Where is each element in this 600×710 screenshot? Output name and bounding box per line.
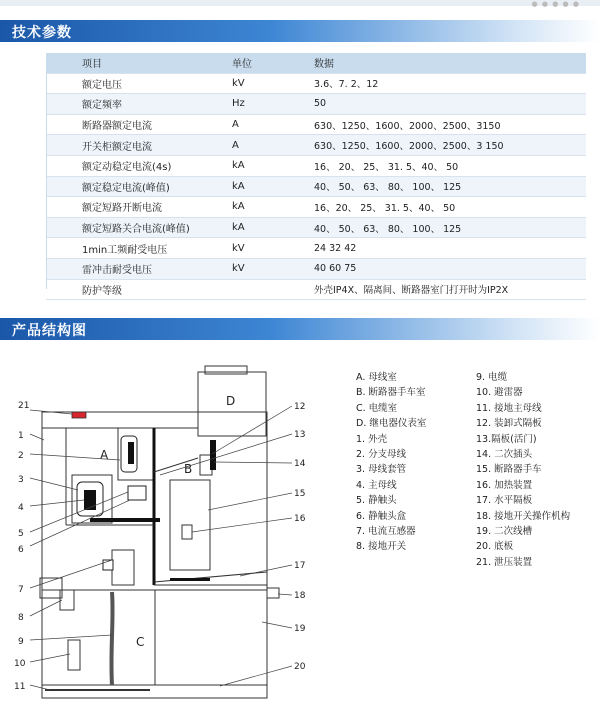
relay-room-top (205, 366, 247, 374)
cell-data: 630、1250、1600、2000、2500、3 150 (304, 135, 586, 156)
legend-item: 9. 电缆 (476, 372, 508, 383)
legend-item: 19. 二次线槽 (476, 526, 533, 538)
callout-5: 5 (18, 529, 24, 539)
table-row (46, 279, 586, 300)
cable (111, 592, 112, 685)
table-row (46, 197, 586, 218)
cell-data: 40、 50、 63、 80、 100、 125 (304, 217, 586, 238)
cell-unit: A (222, 135, 304, 156)
cell-item: 额定动稳定电流(4s) (46, 155, 222, 176)
table-row (46, 114, 586, 135)
legend-item: 11. 接地主母线 (476, 402, 542, 414)
compartment-c: C (136, 635, 145, 649)
cell-unit: kA (222, 176, 304, 197)
callout-13: 13 (294, 430, 306, 440)
cell-data: 外壳IP4X、隔离间、断路器室门打开时为IP2X (304, 279, 586, 300)
callout-4: 4 (18, 503, 24, 513)
legend-item: 14. 二次插头 (476, 449, 533, 461)
callout-17: 17 (294, 561, 306, 571)
table-row (46, 176, 586, 197)
current-transformer (112, 550, 134, 585)
spec-section-header (0, 20, 600, 42)
legend-item: 17. 水平隔板 (476, 495, 533, 507)
legend-item: 5. 静触头 (356, 495, 397, 507)
guide-rail (170, 578, 210, 581)
cell-unit: kA (222, 217, 304, 238)
cell-data: 630、1250、1600、2000、2500、3150 (304, 114, 586, 135)
legend-item: 2. 分支母线 (356, 449, 407, 461)
surge-arrester (68, 640, 80, 670)
cell-data: 16、 20、 25、 31. 5、40、 50 (304, 155, 586, 176)
cell-data: 16、20、 25、 31. 5、40、 50 (304, 197, 586, 218)
legend-item: D. 继电器仪表室 (356, 418, 427, 430)
compartment-d: D (226, 394, 236, 408)
legend-item: 12. 装卸式隔板 (476, 418, 542, 430)
pressure-relief (72, 412, 86, 418)
legend-item: 3. 母线套管 (356, 464, 407, 476)
branch-busbar-bar (128, 442, 134, 464)
cell-unit: kV (222, 258, 304, 279)
callout-6: 6 (18, 545, 24, 555)
table-row (46, 135, 586, 156)
callout-2: 2 (18, 451, 24, 461)
legend-left-column (356, 370, 426, 555)
cell-unit: kV (222, 238, 304, 259)
static-contact-box (128, 486, 146, 500)
cell-data: 3.6、7. 2、12 (304, 73, 586, 94)
legend-item: 20. 底板 (476, 541, 514, 553)
callout-9: 9 (18, 637, 24, 647)
legend-item: 15. 断路器手车 (476, 464, 542, 476)
legend-item: C. 电缆室 (356, 402, 398, 414)
cell-data: 50 (304, 94, 586, 115)
callout-8: 8 (18, 613, 24, 623)
cell-data: 24 32 42 (304, 238, 586, 259)
cell-unit: A (222, 114, 304, 135)
cell-item: 额定电压 (46, 73, 222, 94)
cell-item: 断路器额定电流 (46, 114, 222, 135)
callout-16: 16 (294, 514, 306, 524)
cell-unit: Hz (222, 94, 304, 115)
table-row (46, 258, 586, 279)
legend-item: 1. 外壳 (356, 433, 388, 445)
switchgear-diagram (0, 350, 320, 710)
cell-item: 雷冲击耐受电压 (46, 258, 222, 279)
cell-unit (222, 279, 304, 300)
structure-section-header (0, 318, 600, 340)
earthing-operating-box (267, 588, 279, 598)
legend-item: 6. 静触头盒 (356, 510, 407, 522)
cell-data: 40 60 75 (304, 258, 586, 279)
legend-item: 21. 泄压装置 (476, 556, 533, 568)
cell-data: 40、 50、 63、 80、 100、 125 (304, 176, 586, 197)
callout-10: 10 (14, 659, 26, 669)
legend-item: 13.隔板(活门) (476, 433, 537, 445)
legend-item: 4. 主母线 (356, 479, 397, 491)
cell-item: 额定短路关合电流(峰值) (46, 217, 222, 238)
legend-item: 16. 加热装置 (476, 479, 533, 491)
cell-unit: kA (222, 155, 304, 176)
legend-item: B. 断路器手车室 (356, 387, 426, 399)
header-unit: 单位 (222, 53, 304, 73)
table-row (46, 94, 586, 115)
table-header-row (46, 53, 586, 73)
legend-item: 18. 接地开关操作机构 (476, 510, 571, 522)
callout-21: 21 (18, 401, 30, 411)
table-row (46, 217, 586, 238)
table-left-rule (46, 73, 47, 289)
cell-unit: kV (222, 73, 304, 94)
table-left-margin (0, 53, 46, 289)
legend-item: A. 母线室 (356, 372, 397, 383)
callout-1: 1 (18, 431, 24, 441)
cell-item: 1min工频耐受电压 (46, 238, 222, 259)
decor-dots: ● ● ● ● ● (531, 0, 580, 8)
callout-7: 7 (18, 585, 24, 595)
wiring-duct (210, 440, 216, 470)
cell-item: 开关柜额定电流 (46, 135, 222, 156)
main-busbar-bar (84, 490, 96, 510)
table-row (46, 238, 586, 259)
callout-11: 11 (14, 682, 26, 692)
spec-section-title: 技术参数 (12, 25, 72, 41)
cell-item: 额定短路开断电流 (46, 197, 222, 218)
branch-conductor (90, 518, 160, 522)
structure-section-title: 产品结构图 (12, 323, 87, 339)
callout-12: 12 (294, 402, 306, 412)
spec-table (46, 53, 586, 300)
legend-right-column (476, 370, 570, 570)
compartment-b: B (184, 462, 193, 476)
table-row (46, 73, 586, 94)
callout-15: 15 (294, 489, 306, 499)
legend-item: 7. 电流互感器 (356, 526, 416, 538)
top-stripe (0, 0, 600, 6)
header-data: 数据 (304, 53, 586, 73)
legend-item: 10. 避雷器 (476, 387, 523, 399)
header-item: 项目 (46, 53, 222, 73)
table-row (46, 155, 586, 176)
cell-item: 额定频率 (46, 94, 222, 115)
compartment-a: A (100, 448, 109, 462)
cell-item: 防护等级 (46, 279, 222, 300)
callout-14: 14 (294, 459, 306, 469)
callout-19: 19 (294, 624, 306, 634)
callout-18: 18 (294, 591, 306, 601)
callout-3: 3 (18, 475, 24, 485)
legend-item: 8. 接地开关 (356, 541, 407, 553)
cell-unit: kA (222, 197, 304, 218)
heater (182, 525, 192, 539)
callout-20: 20 (294, 662, 306, 672)
cell-item: 额定稳定电流(峰值) (46, 176, 222, 197)
